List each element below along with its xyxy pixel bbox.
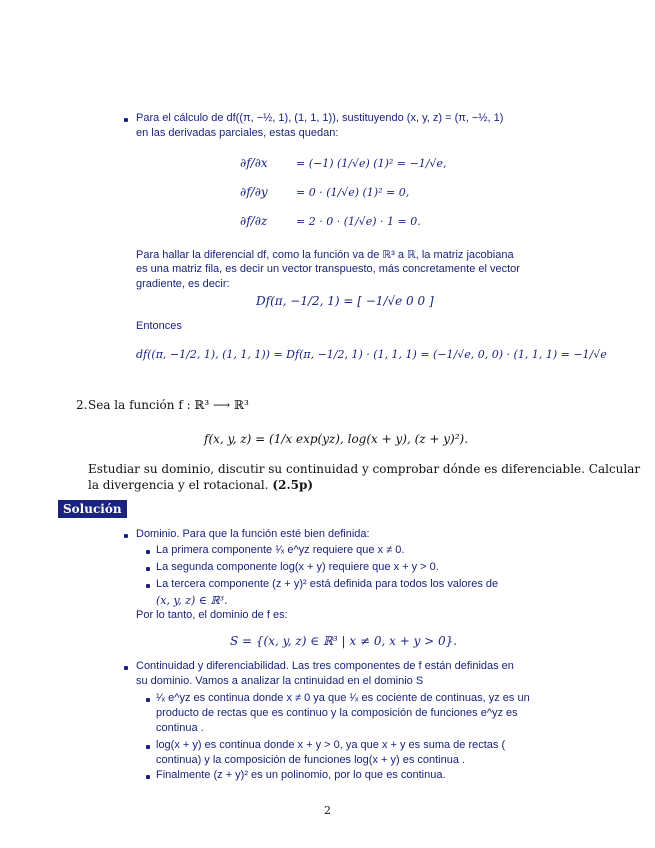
domain-item-3-line-1: La tercera componente (z + y)² está definida para todos los valores de	[156, 578, 499, 590]
continuity-title-line-1: Continuidad y diferenciabilidad. Las tres componentes de f están definidas en	[136, 660, 514, 672]
partial-x-lhs: ∂f/∂x	[240, 156, 268, 170]
function-definition: f(x, y, z) = (1/x exp(yz), log(x + y), (z + y)²).	[204, 432, 469, 446]
domain-item-1: La primera componente ¹⁄ₓ e^yz requiere que x ≠ 0.	[156, 544, 405, 556]
partial-z-lhs: ∂f/∂z	[240, 214, 268, 228]
continuity-item-2-line-2: continua) y la composición de funciones log(x + y) es continua .	[156, 754, 466, 766]
bullet-marker	[124, 534, 128, 538]
problem-task-text: la divergencia y el rotacional.	[88, 478, 269, 492]
gradient-paragraph-line-2: es una matriz fila, es decir un vector transpuesto, más concretamente el vector	[136, 263, 520, 275]
page-number: 2	[324, 804, 331, 817]
bullet-intro-line-2: en las derivadas parciales, estas quedan:	[136, 127, 339, 139]
problem-task-line-2	[88, 478, 313, 492]
domain-item-2: La segunda componente log(x + y) requiere que x + y > 0.	[156, 561, 439, 573]
bullet-marker	[124, 118, 128, 122]
continuity-item-2-line-1: log(x + y) es continua donde x + y > 0, ya que x + y es suma de rectas (	[156, 739, 506, 751]
continuity-item-1-line-3: continua .	[156, 722, 204, 734]
problem-number: 2.	[76, 398, 88, 412]
sub-bullet-marker	[146, 584, 150, 588]
domain-item-3-line-2: (x, y, z) ∈ ℝ³.	[156, 594, 228, 607]
gradient-equation: Df(π, −1/2, 1) = [ −1/√e 0 0 ]	[256, 294, 434, 308]
bullet-intro-line-1: Para el cálculo de df((π, −½, 1), (1, 1, 1)), sustituyendo (x, y, z) = (π, −½, 1)	[136, 112, 504, 124]
gradient-paragraph-line-3: gradiente, es decir:	[136, 278, 230, 290]
problem-task-line-1: Estudiar su dominio, discutir su continuidad y comprobar dónde es diferenciable. Calcular	[88, 462, 641, 476]
partial-z-rhs: = 2 · 0 · (1/√e) · 1 = 0.	[296, 215, 421, 228]
sub-bullet-marker	[146, 775, 150, 779]
domain-set-equation: S = {(x, y, z) ∈ ℝ³ | x ≠ 0, x + y > 0}.	[230, 634, 458, 648]
sub-bullet-marker	[146, 745, 150, 749]
por-lo-tanto: Por lo tanto, el dominio de f es:	[136, 609, 288, 621]
sub-bullet-marker	[146, 698, 150, 702]
problem-points: (2.5p)	[272, 478, 314, 492]
gradient-paragraph-line-1: Para hallar la diferencial df, como la función va de ℝ³ a ℝ, la matriz jacobiana	[136, 249, 514, 261]
continuity-item-1-line-1: ¹⁄ₓ e^yz es continua donde x ≠ 0 ya que ¹⁄ₓ es cociente de continuas, yz es un	[156, 692, 530, 704]
continuity-title-line-2: su dominio. Vamos a analizar la cntinuidad en el dominio S	[136, 675, 424, 687]
partial-x-rhs: = (−1) (1/√e) (1)² = −1/√e,	[296, 157, 447, 170]
problem-statement: Sea la función f : ℝ³ ⟶ ℝ³	[88, 398, 249, 412]
continuity-item-3: Finalmente (z + y)² es un polinomio, por lo que es continua.	[156, 769, 446, 781]
entonces-label: Entonces	[136, 320, 182, 332]
partial-y-rhs: = 0 · (1/√e) (1)² = 0,	[296, 186, 410, 199]
bullet-marker	[124, 666, 128, 670]
differential-equation: df((π, −1/2, 1), (1, 1, 1)) = Df(π, −1/2, 1) · (1, 1, 1) = (−1/√e, 0, 0) · (1, 1, 1) = −1/√e	[136, 348, 607, 361]
continuity-item-1-line-2: producto de rectas que es continuo y la composición de funciones e^yz es	[156, 707, 518, 719]
sub-bullet-marker	[146, 550, 150, 554]
partial-y-lhs: ∂f/∂y	[240, 185, 268, 199]
sub-bullet-marker	[146, 567, 150, 571]
dominio-title: Dominio. Para que la función esté bien definida:	[136, 528, 370, 540]
solution-header: Solución	[58, 500, 127, 518]
